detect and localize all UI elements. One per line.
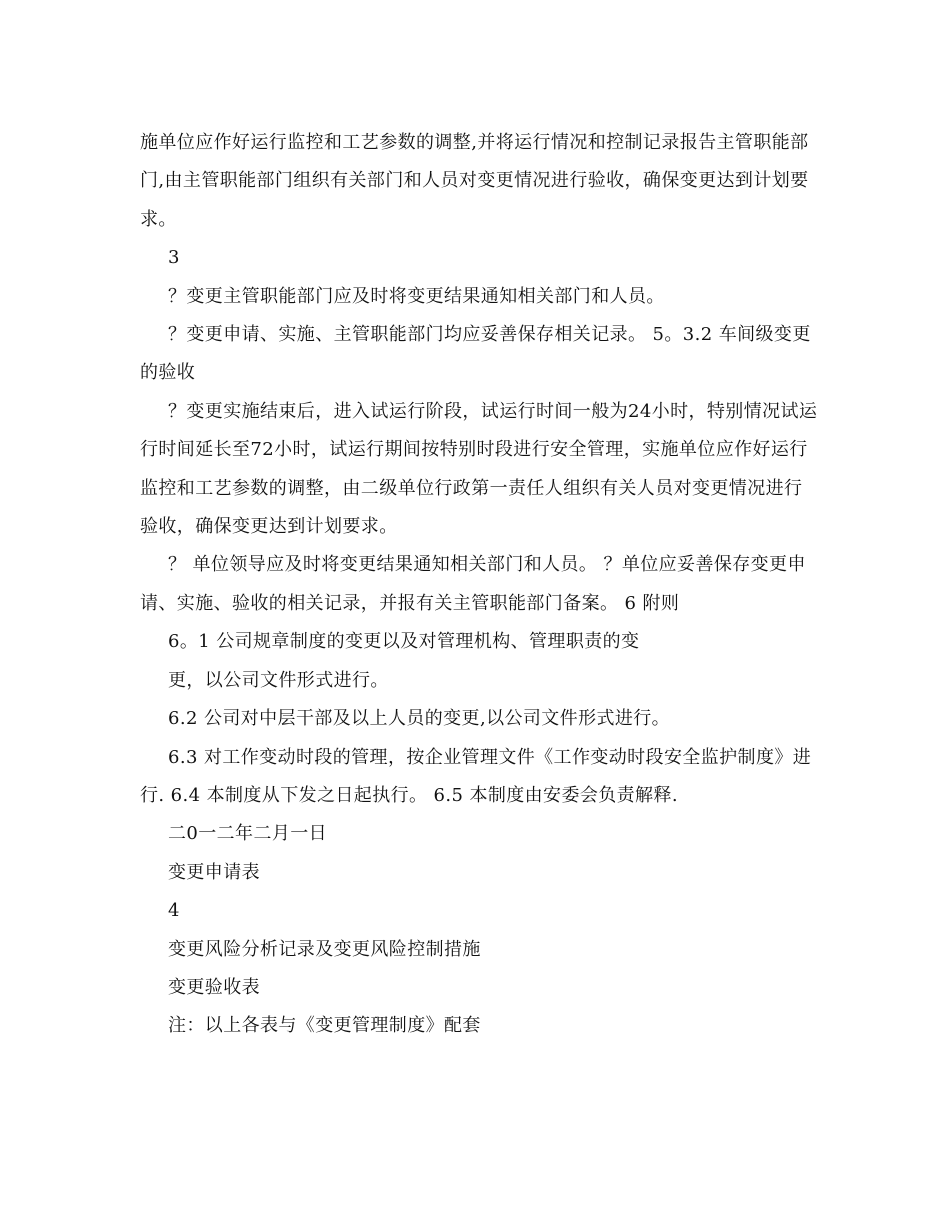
form-title: 变更风险分析记录及变更风险控制措施 — [168, 938, 481, 960]
paragraph: 6。1 公司规章制度的变更以及对管理机构、管理职责的变 — [168, 631, 640, 653]
page-number: 3 — [168, 247, 180, 269]
form-title: 变更申请表 — [168, 861, 260, 883]
paragraph: 更，以公司文件形式进行。 — [168, 669, 389, 691]
page-number: 4 — [168, 900, 180, 922]
note: 注：以上各表与《变更管理制度》配套 — [168, 1015, 481, 1037]
paragraph: 6.3 对工作变动时段的管理，按企业管理文件《工作变动时段安全监护制度》进行. 6.4 本制度从下发之日起执行。 6.5 本制度由安委会负责解释. — [140, 746, 812, 806]
paragraph: ？变更主管职能部门应及时将变更结果通知相关部门和人员。 — [168, 285, 665, 307]
paragraph: ？变更申请、实施、主管职能部门均应妥善保存相关记录。 5。3.2 车间级变更的验收 — [140, 324, 811, 384]
paragraph: ？ 单位领导应及时将变更结果通知相关部门和人员。 ？单位应妥善保存变更申请、实施、验收的相关记录，并报有关主管职能部门备案。 6 附则 — [140, 554, 806, 614]
paragraph: 6.2 公司对中层干部及以上人员的变更,以公司文件形式进行。 — [168, 708, 671, 730]
date-line: 二0一二年二月一日 — [168, 823, 328, 845]
document-body — [140, 124, 820, 1046]
paragraph: ？变更实施结束后，进入试运行阶段，试运行时间一般为24小时，特别情况试运行时间延长至72小时，试运行期间按特别时段进行安全管理，实施单位应作好运行监控和工艺参数的调整，由二级单位行政第一责任人组织有关人员对变更情况进行验收，确保变更达到计划要求。 — [140, 400, 818, 538]
form-title: 变更验收表 — [168, 976, 260, 998]
paragraph: 施单位应作好运行监控和工艺参数的调整,并将运行情况和控制记录报告主管职能部门,由主管职能部门组织有关部门和人员对变更情况进行验收，确保变更达到计划要求。 — [140, 132, 809, 230]
